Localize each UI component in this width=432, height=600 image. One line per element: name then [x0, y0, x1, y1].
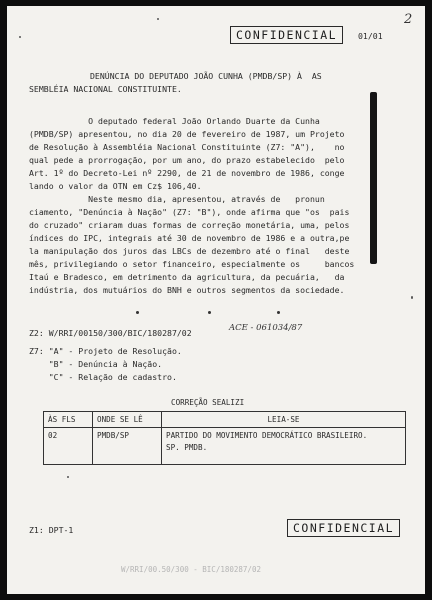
table-row: [44, 428, 406, 465]
paragraph-2-line: Itaú e Bradesco, em detrimento da agricultura, da pecuária, da: [29, 272, 345, 282]
column-header-leia: LEIA-SE: [162, 412, 406, 428]
paragraph-1-line: de Resolução à Assembléia Nacional Constituinte (Z7: "A"), no: [29, 142, 345, 152]
paragraph-2-line: índices do IPC, integrais até 30 de novembro de 1986 e a outra,pe: [29, 233, 350, 243]
paragraph-1-line: O deputado federal João Orlando Duarte da Cunha: [29, 116, 320, 126]
title-line-1: DENÚNCIA DO DEPUTADO JOÃO CUNHA (PMDB/SP) À AS: [90, 71, 322, 81]
corrections-title: CORREÇÃO SEALIZI: [171, 398, 245, 407]
separator-dot: [136, 311, 139, 314]
paragraph-2-line: ciamento, "Denúncia à Nação" (Z7: "B"), onde afirma que "os pais: [29, 207, 350, 217]
bleed-through-text: W/RRI/00.50/300 - BIC/180287/02: [121, 565, 261, 574]
cell-leia-line: PARTIDO DO MOVIMENTO DEMOCRÁTICO BRASILEIRO.: [166, 431, 368, 440]
handwritten-ace-number: ACE - 061034/87: [229, 323, 303, 333]
document-page: [7, 6, 425, 594]
corrections-table: [43, 411, 406, 465]
separator-dot: [277, 311, 280, 314]
paragraph-2-line: mês, privilegiando o setor financeiro, especialmente os bancos: [29, 259, 355, 269]
page-reference: 01/01: [358, 31, 383, 41]
paragraph-2-line: do cruzado" criaram duas formas de correção monetária, uma, pelos: [29, 220, 350, 230]
cell-leia-line: SP. PMDB.: [166, 443, 208, 452]
document-reference-code: Z2: W/RRI/00150/300/BIC/180287/02: [29, 328, 192, 338]
attachment-line: Z7: "A" - Projeto de Resolução.: [29, 346, 182, 356]
column-header-fls: ÀS FLS: [44, 412, 93, 428]
column-header-onde: ONDE SE LÊ: [93, 412, 162, 428]
paragraph-2-line: indústria, dos mutuários do BNH e outros segmentos da sociedade.: [29, 285, 345, 295]
paragraph-2-line: Neste mesmo dia, apresentou, através de pronun: [29, 194, 325, 204]
separator-dot: [208, 311, 211, 314]
confidential-stamp-top: CONFIDENCIAL: [230, 26, 343, 44]
scan-speck: [411, 296, 413, 299]
scan-speck: [157, 18, 159, 20]
margin-redaction-bar: [370, 92, 377, 264]
footer-code: Z1: DPT-1: [29, 525, 74, 535]
paragraph-2-line: la manipulação dos juros das LBCs de dezembro até o final deste: [29, 246, 350, 256]
corrections-header-row: [44, 412, 406, 428]
cell-fls: 02: [44, 428, 93, 465]
scan-speck: [19, 36, 21, 38]
attachment-line: "C" - Relação de cadastro.: [29, 372, 177, 382]
handwritten-page-number: 2: [404, 12, 413, 27]
cell-leia: [162, 428, 406, 465]
title-line-2: SEMBLÉIA NACIONAL CONSTITUINTE.: [29, 84, 182, 94]
paragraph-1-line: lando o valor da OTN em Cz$ 106,40.: [29, 181, 202, 191]
paragraph-1-line: (PMDB/SP) apresentou, no dia 20 de fevereiro de 1987, um Projeto: [29, 129, 345, 139]
confidential-stamp-bottom: CONFIDENCIAL: [287, 519, 400, 537]
attachment-line: "B" - Denúncia à Nação.: [29, 359, 163, 369]
scan-speck: [67, 476, 69, 478]
cell-onde: PMDB/SP: [93, 428, 162, 465]
paragraph-1-line: Art. 1º do Decreto-Lei nº 2290, de 21 de novembro de 1986, conge: [29, 168, 345, 178]
paragraph-1-line: qual pede a prorrogação, por um ano, do prazo estabelecido pelo: [29, 155, 345, 165]
